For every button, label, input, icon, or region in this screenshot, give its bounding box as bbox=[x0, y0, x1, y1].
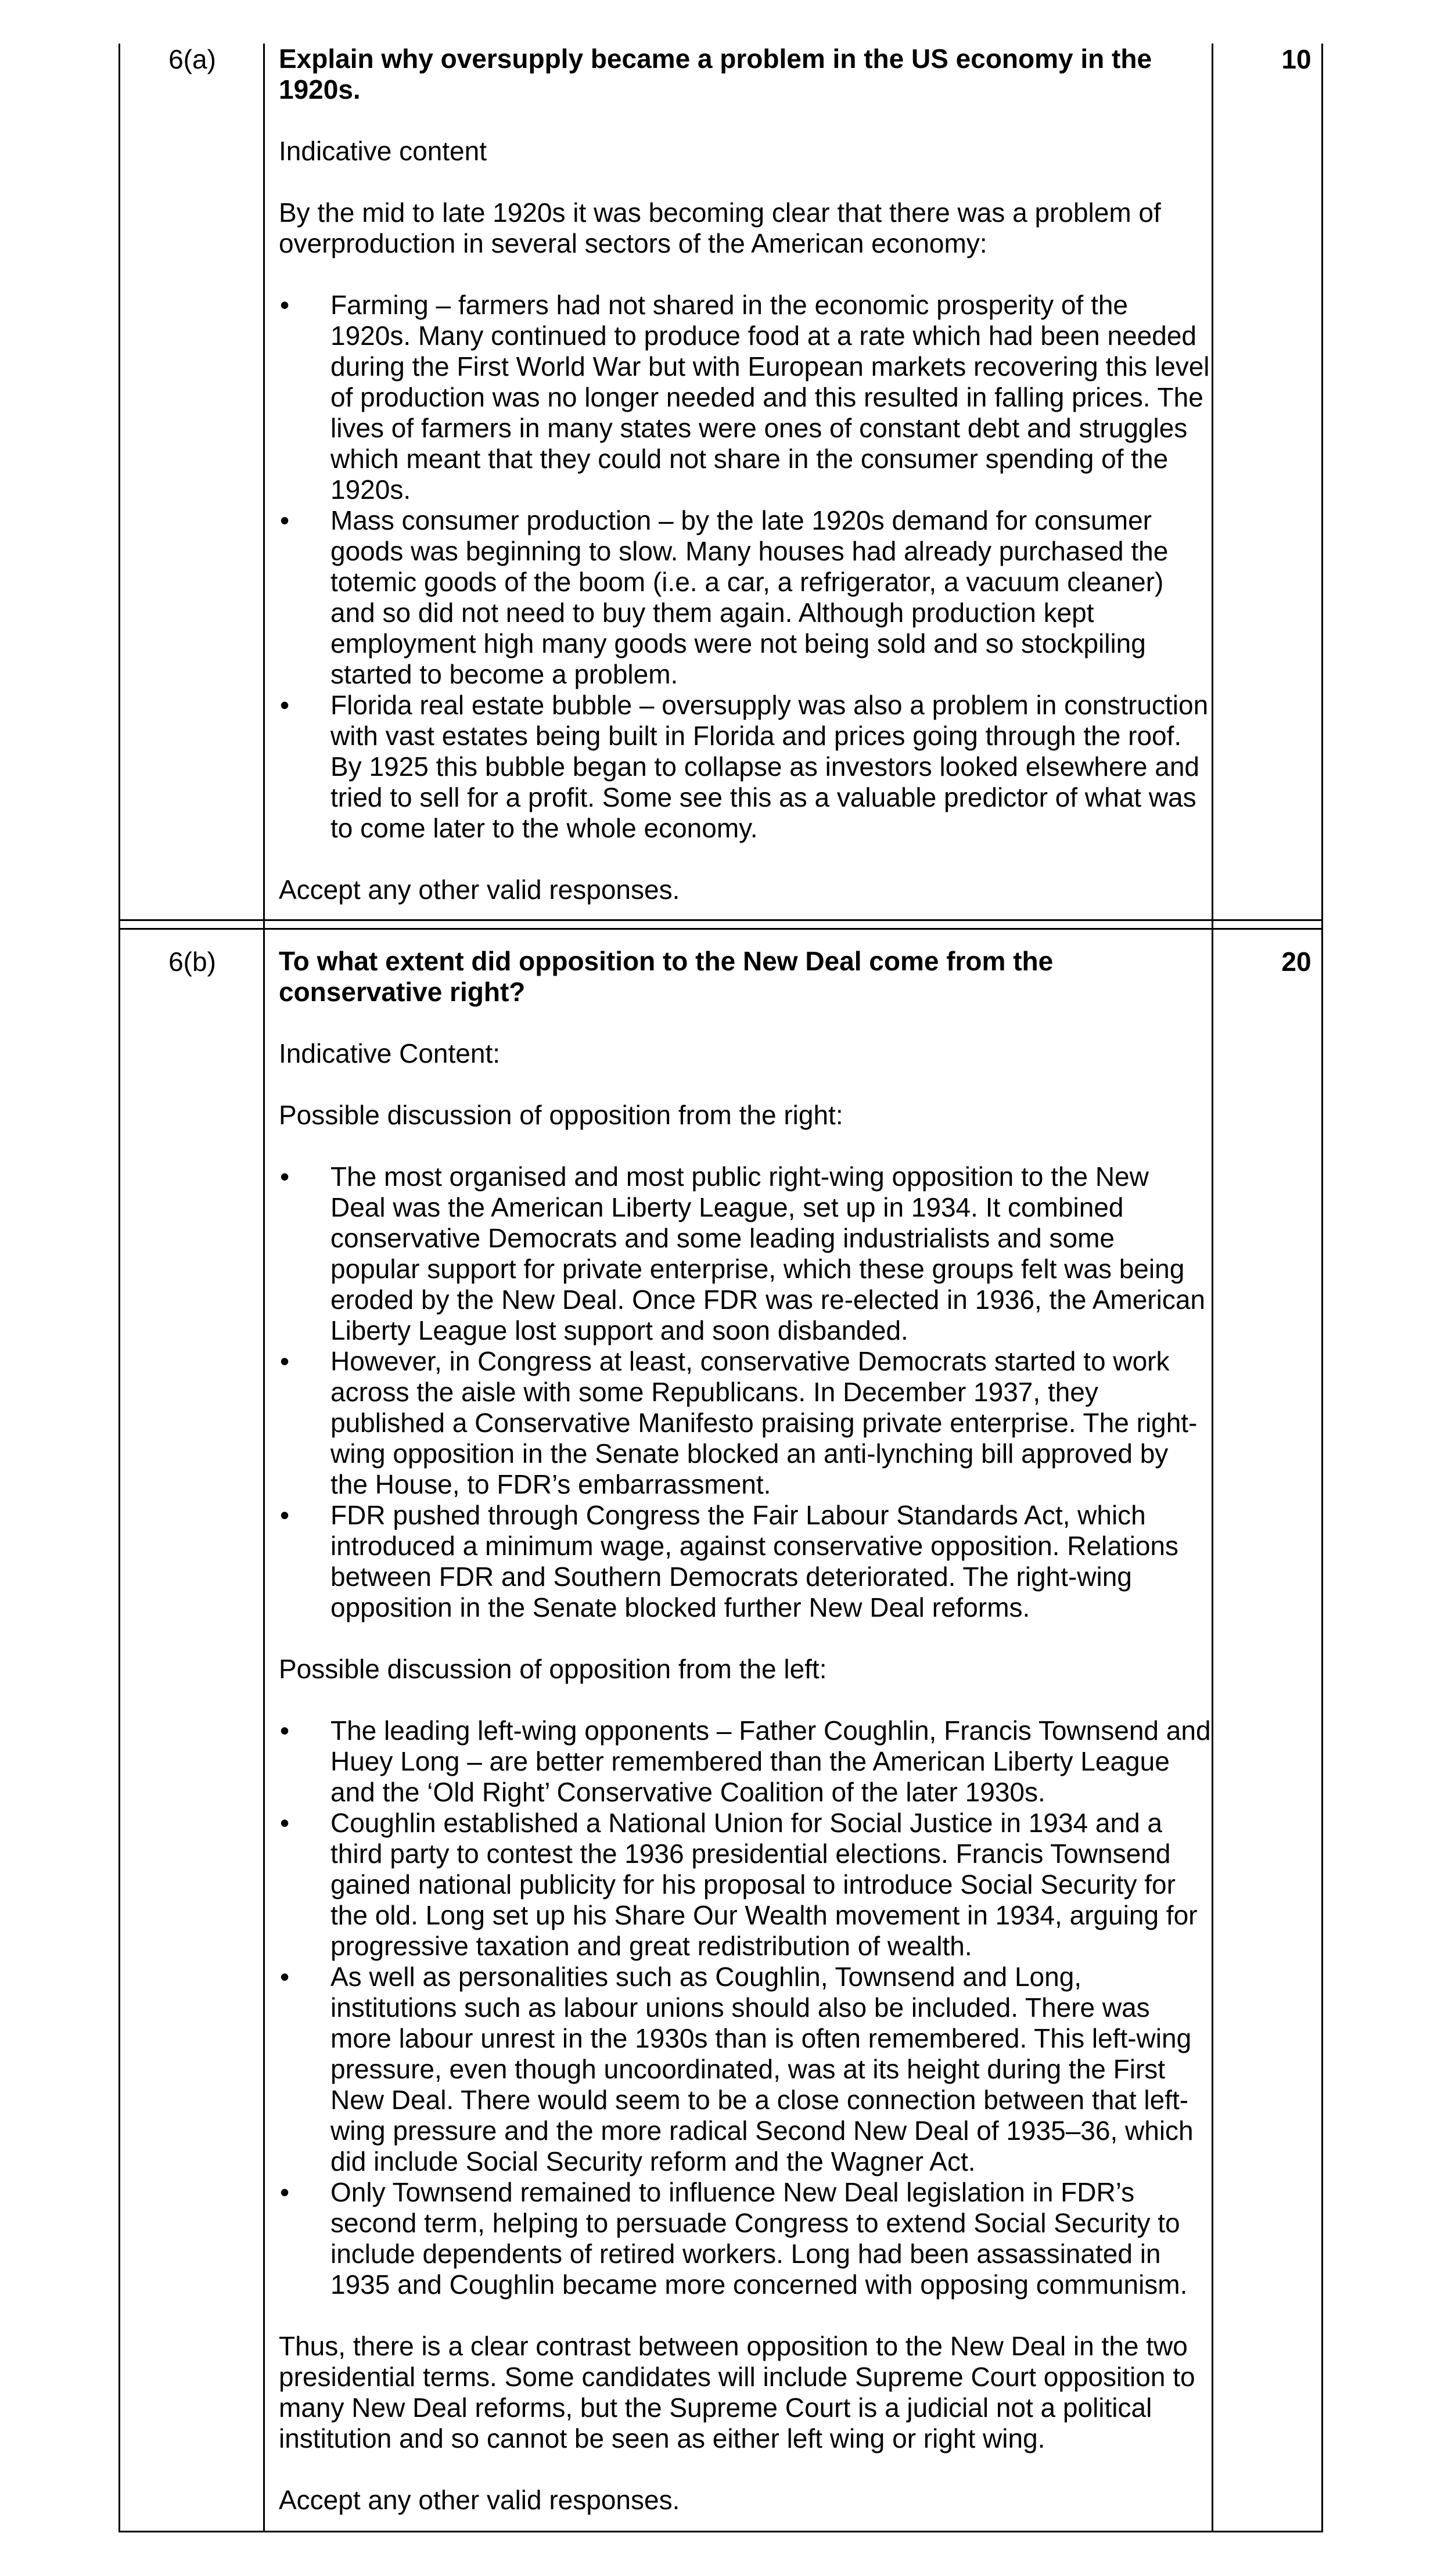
question-title: To what extent did opposition to the New Deal come from the conservative right? bbox=[279, 946, 1054, 1007]
row-separator-bottom bbox=[118, 928, 1323, 930]
table-bottom-border bbox=[118, 2531, 1323, 2532]
list-item bbox=[279, 2177, 1211, 2300]
column-divider-marks bbox=[1212, 44, 1213, 2532]
question-6a-content bbox=[279, 44, 1211, 905]
closing-note: Accept any other valid responses. bbox=[279, 875, 680, 905]
table-left-border bbox=[118, 44, 120, 2532]
bullet-icon: • bbox=[280, 1962, 290, 1992]
row-separator-top bbox=[118, 919, 1323, 921]
question-number: 6(a) bbox=[168, 44, 216, 74]
list-item bbox=[279, 290, 1211, 505]
list-item-text: Coughlin established a National Union for Social Justice in 1934 and a third party to contest the 1936 presidential elections. Francis Townsend gained national publicity for his proposal to introduce Social Security for the old. Long set up his Share Our Wealth movement in 1934, arguing for progressive taxation and great redistribution of wealth. bbox=[330, 1808, 1198, 1961]
question-6b-content bbox=[279, 946, 1211, 2516]
conclusion-paragraph: Thus, there is a clear contrast between opposition to the New Deal in the two presidential terms. Some candidates will include Supreme Court opposition to many New Deal reforms, but the Supreme Court is a judicial not a political institution and so cannot be seen as either left wing or right wing. bbox=[279, 2331, 1195, 2453]
question-number: 6(b) bbox=[168, 947, 216, 977]
list-item-text: Only Townsend remained to influence New Deal legislation in FDR’s second term, helping to persuade Congress to extend Social Security to include dependents of retired workers. Long had been assassinated in 1935 and Coughlin became more concerned with opposing communism. bbox=[330, 2177, 1188, 2300]
list-item-text: Mass consumer production – by the late 1920s demand for consumer goods was beginning to slow. Many houses had already purchased the totemic goods of the boom (i.e. a car, a refrigerator, a vacuum cleaner) and so did not need to buy them again. Although production kept employment high many goods were not being sold and so stockpiling started to become a problem. bbox=[330, 505, 1169, 689]
bullet-icon: • bbox=[280, 1808, 290, 1838]
list-item bbox=[279, 1962, 1211, 2177]
bullet-list bbox=[279, 290, 1211, 844]
list-item bbox=[279, 1161, 1211, 1346]
column-divider-question bbox=[263, 44, 265, 2532]
indicative-content-heading: Indicative Content: bbox=[279, 1038, 501, 1068]
bullet-icon: • bbox=[280, 290, 290, 320]
bullet-icon: • bbox=[280, 505, 290, 535]
list-item bbox=[279, 1500, 1211, 1623]
list-item bbox=[279, 1715, 1211, 1808]
list-item-text: As well as personalities such as Coughlin, Townsend and Long, institutions such as labour unions should also be included. There was more labour unrest in the 1930s than is often remembered. This left-wing pressure, even though uncoordinated, was at its height during the First New Deal. There would seem to be a close connection between that left-wing pressure and the more radical Second New Deal of 1935–36, which did include Social Security reform and the Wagner Act. bbox=[330, 1962, 1194, 2176]
list-item-text: The most organised and most public right-wing opposition to the New Deal was the American Liberty League, set up in 1934. It combined conservative Democrats and some leading industrialists and some popular support for private enterprise, which these groups felt was being eroded by the New Deal. Once FDR was re-elected in 1936, the American Liberty League lost support and soon disbanded. bbox=[330, 1161, 1205, 1345]
question-marks: 10 bbox=[1281, 44, 1311, 74]
indicative-content-heading: Indicative content bbox=[279, 136, 487, 166]
bullet-icon: • bbox=[280, 2177, 290, 2207]
list-item-text: Florida real estate bubble – oversupply was also a problem in construction with vast estates being built in Florida and prices going through the roof. By 1925 this bubble began to collapse as investors looked elsewhere and tried to sell for a profit. Some see this as a valuable predictor of what was to come later to the whole economy. bbox=[330, 690, 1209, 843]
question-title: Explain why oversupply became a problem in the US economy in the 1920s. bbox=[279, 44, 1152, 105]
list-item-text: Farming – farmers had not shared in the economic prosperity of the 1920s. Many continued to produce food at a rate which had been needed during the First World War but with European markets recovering this level of production was no longer needed and this resulted in falling prices. The lives of farmers in many states were ones of constant debt and struggles which meant that they could not share in the consumer spending of the 1920s. bbox=[330, 290, 1210, 505]
list-item bbox=[279, 505, 1211, 690]
list-item bbox=[279, 1346, 1211, 1500]
bullet-icon: • bbox=[280, 1161, 290, 1192]
bullet-list bbox=[279, 1715, 1211, 2300]
list-item bbox=[279, 1808, 1211, 1962]
list-item-text: However, in Congress at least, conservative Democrats started to work across the aisle with some Republicans. In December 1937, they published a Conservative Manifesto praising private enterprise. The right-wing opposition in the Senate blocked an anti-lynching bill approved by the House, to FDR’s embarrassment. bbox=[330, 1346, 1198, 1499]
bullet-icon: • bbox=[280, 1500, 290, 1530]
list-item bbox=[279, 690, 1211, 844]
intro-paragraph: By the mid to late 1920s it was becoming clear that there was a problem of overproduction in several sectors of the American economy: bbox=[279, 197, 1161, 258]
left-opposition-intro: Possible discussion of opposition from the left: bbox=[279, 1654, 827, 1684]
closing-note: Accept any other valid responses. bbox=[279, 2485, 680, 2515]
table-right-border bbox=[1321, 44, 1323, 2532]
bullet-icon: • bbox=[280, 1715, 290, 1746]
right-opposition-intro: Possible discussion of opposition from the right: bbox=[279, 1100, 843, 1130]
bullet-icon: • bbox=[280, 690, 290, 720]
question-marks: 20 bbox=[1281, 947, 1311, 977]
list-item-text: The leading left-wing opponents – Father Coughlin, Francis Townsend and Huey Long – are better remembered than the American Liberty League and the ‘Old Right’ Conservative Coalition of the later 1930s. bbox=[330, 1715, 1211, 1807]
list-item-text: FDR pushed through Congress the Fair Labour Standards Act, which introduced a minimum wage, against conservative opposition. Relations between FDR and Southern Democrats deteriorated. The right-wing opposition in the Senate blocked further New Deal reforms. bbox=[330, 1500, 1179, 1622]
bullet-icon: • bbox=[280, 1346, 290, 1376]
bullet-list bbox=[279, 1161, 1211, 1623]
